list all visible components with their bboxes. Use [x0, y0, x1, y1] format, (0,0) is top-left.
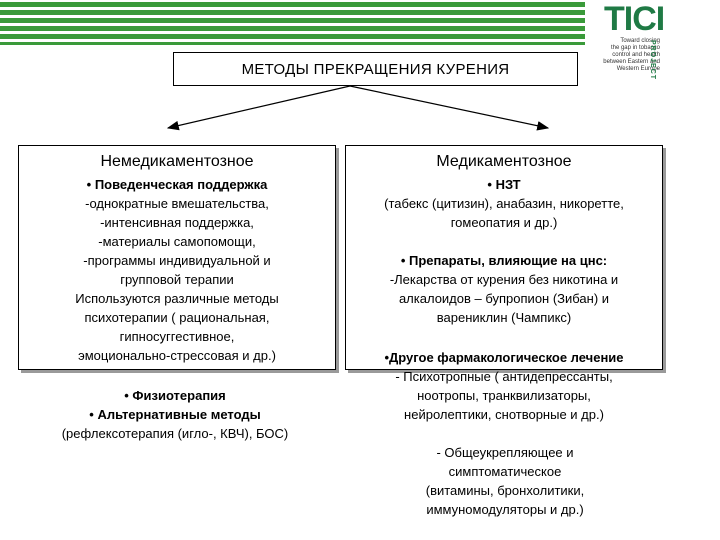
- behavioral-line: гипносуггестивное,: [119, 329, 235, 344]
- behavioral-line: -однократные вмешательства,: [85, 196, 269, 211]
- tonic-line: (витамины, бронхолитики,: [425, 483, 585, 498]
- behavioral-line: -материалы самопомощи,: [98, 234, 256, 249]
- cns-block: [347, 251, 661, 327]
- logo-tagline-line: control and health: [612, 52, 660, 58]
- cns-line: -Лекарства от курения без никотина и: [389, 272, 619, 287]
- cns-heading: • Препараты, влияющие на цнс:: [400, 253, 608, 268]
- alternative-detail: (рефлексотерапия (игло-, КВЧ), БОС): [61, 426, 289, 441]
- behavioral-heading: • Поведенческая поддержка: [86, 177, 268, 192]
- tonic-line: симптоматическое: [448, 464, 562, 479]
- logo-tagline-line: Western Europe: [616, 66, 660, 72]
- drug-title: Медикаментозное: [436, 153, 572, 170]
- behavioral-block: [20, 175, 334, 365]
- cns-line: алкалоидов – бупропион (Зибан) и: [398, 291, 610, 306]
- arrow-right: [350, 86, 548, 128]
- alternative-heading: • Альтернативные методы: [89, 407, 261, 422]
- other-pharma-line: нейролептики, снотворные и др.): [404, 407, 604, 422]
- alternative-block: [10, 386, 340, 443]
- other-pharma-block: [340, 348, 668, 424]
- physio-heading: • Физиотерапия: [124, 388, 226, 403]
- nrt-block: [347, 175, 661, 232]
- tonic-line: иммуномодуляторы и др.): [426, 502, 584, 517]
- logo-tagline-line: Toward closing: [620, 38, 660, 44]
- behavioral-line: -программы индивидуальной и: [83, 253, 271, 268]
- logo-word: TICI: [604, 0, 665, 38]
- non-drug-title: Немедикаментозное: [100, 153, 254, 170]
- logo-project-label: PROJECT: [649, 40, 656, 81]
- behavioral-line: Используются различные методы: [75, 291, 279, 306]
- behavioral-line: -интенсивная поддержка,: [100, 215, 254, 230]
- logo-tagline-line: between Eastern and: [603, 59, 660, 65]
- other-pharma-heading: •Другое фармакологическое лечение: [384, 350, 624, 365]
- behavioral-line: групповой терапии: [120, 272, 234, 287]
- behavioral-line: психотерапии ( рациональная,: [84, 310, 270, 325]
- other-pharma-line: - Психотропные ( антидепрессанты,: [395, 369, 613, 384]
- diagram-title: МЕТОДЫ ПРЕКРАЩЕНИЯ КУРЕНИЯ: [173, 52, 578, 86]
- tonic-line: - Общеукрепляющее и: [436, 445, 574, 460]
- header-stripes: [0, 0, 585, 46]
- behavioral-line: эмоционально-стрессовая и др.): [78, 348, 276, 363]
- arrow-left: [168, 86, 350, 128]
- nrt-line: гомеопатия и др.): [450, 215, 558, 230]
- logo-tagline-line: the gap in tobacco: [610, 45, 660, 51]
- cns-line: варениклин (Чампикс): [436, 310, 572, 325]
- other-pharma-line: ноотропы, транквилизаторы,: [417, 388, 591, 403]
- tonic-block: [355, 443, 655, 519]
- nrt-heading: • НЗТ: [487, 177, 521, 192]
- nrt-line: (табекс (цитизин), анабазин, никоретте,: [384, 196, 624, 211]
